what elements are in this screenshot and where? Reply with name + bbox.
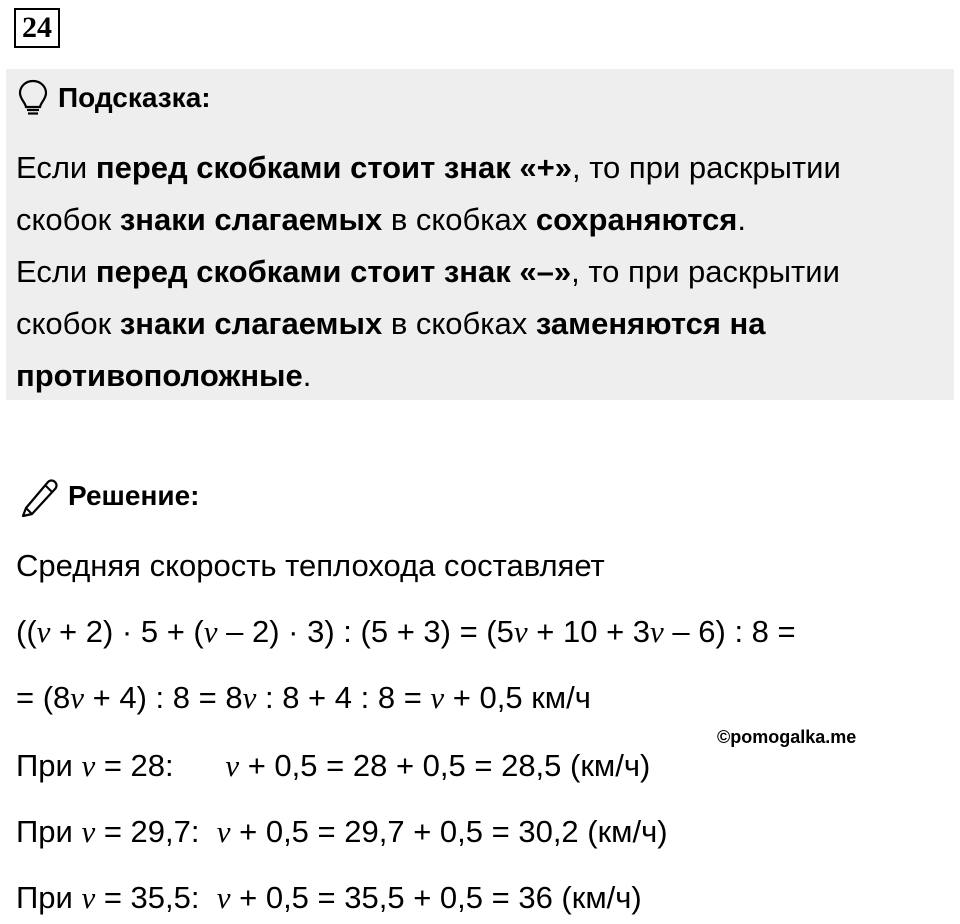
hint-text-segment: в скобках [382, 306, 536, 341]
variable-v: v [225, 748, 240, 783]
math-text: = (8 [16, 680, 71, 715]
hint-text-segment: Если [16, 254, 96, 289]
hint-text-segment: Если [16, 150, 96, 185]
math-text: + 0,5 = 29,7 + 0,5 = 30,2 (км/ч) [230, 814, 668, 849]
watermark: ©pomogalka.me [717, 727, 857, 747]
math-text: : 8 + 4 : 8 = [256, 680, 431, 715]
math-text: = 29,7: [95, 814, 217, 849]
math-text: – 6) : 8 = [663, 614, 796, 649]
case-line-1 [16, 746, 650, 786]
math-text: При [16, 814, 82, 849]
hint-bold-text: сохраняются [535, 202, 738, 237]
math-text: (( [16, 614, 37, 649]
math-text: + 0,5 = 35,5 + 0,5 = 36 (км/ч) [230, 880, 642, 915]
variable-v: v [70, 680, 85, 715]
variable-v: v [513, 614, 528, 649]
hint-bold-text: знаки слагаемых [119, 202, 383, 237]
hint-text [16, 142, 946, 402]
hint-text-segment: . [302, 358, 312, 393]
hint-line [16, 350, 946, 402]
hint-text-segment: , то при раскрытии [571, 150, 841, 185]
math-text: + 2) · 5 + ( [50, 614, 204, 649]
hint-title: Подсказка: [58, 82, 211, 113]
hint-bold-text: знаки слагаемых [119, 306, 383, 341]
math-text: + 0,5 = 28 + 0,5 = 28,5 (км/ч) [239, 748, 651, 783]
case-line-3 [16, 878, 642, 918]
pencil-icon [18, 474, 62, 518]
lightbulb-icon [18, 79, 48, 117]
hint-bold-text: противоположные [16, 358, 303, 393]
math-text: При [16, 880, 82, 915]
hint-line [16, 142, 946, 194]
math-text: При [16, 748, 82, 783]
math-text: – 2) · 3) : (5 + 3) = (5 [217, 614, 514, 649]
variable-v: v [81, 748, 96, 783]
case-line-2 [16, 812, 668, 852]
math-text: = 28: [95, 748, 226, 783]
variable-v: v [216, 814, 231, 849]
variable-v: v [650, 614, 664, 649]
variable-v: v [81, 880, 96, 915]
hint-bold-text: заменяются на [535, 306, 766, 341]
variable-v: v [216, 880, 231, 915]
math-text: = 35,5: [95, 880, 217, 915]
hint-text-segment: . [737, 202, 746, 237]
hint-line [16, 194, 946, 246]
hint-line [16, 298, 946, 350]
variable-v: v [203, 614, 218, 649]
solution-intro: Средняя скорость теплохода составляет [16, 548, 605, 583]
hint-text-segment: скобок [16, 306, 120, 341]
hint-bold-text: перед скобками стоит знак «+» [95, 150, 572, 185]
math-text: + 4) : 8 = 8 [84, 680, 243, 715]
hint-bold-text: перед скобками стоит знак «–» [95, 254, 572, 289]
solution-title: Решение: [68, 480, 200, 511]
math-text: + 10 + 3 [527, 614, 651, 649]
variable-v: v [242, 680, 257, 715]
equation-line-1 [16, 612, 796, 652]
hint-text-segment: , то при раскрытии [571, 254, 840, 289]
variable-v: v [430, 680, 445, 715]
task-number: 24 [14, 8, 60, 48]
equation-line-2 [16, 678, 591, 718]
hint-line [16, 246, 946, 298]
math-text: + 0,5 км/ч [444, 680, 591, 715]
hint-heading [18, 78, 211, 118]
variable-v: v [81, 814, 96, 849]
solution-heading [18, 474, 199, 518]
hint-text-segment: в скобках [382, 202, 536, 237]
variable-v: v [36, 614, 51, 649]
hint-text-segment: скобок [16, 202, 120, 237]
